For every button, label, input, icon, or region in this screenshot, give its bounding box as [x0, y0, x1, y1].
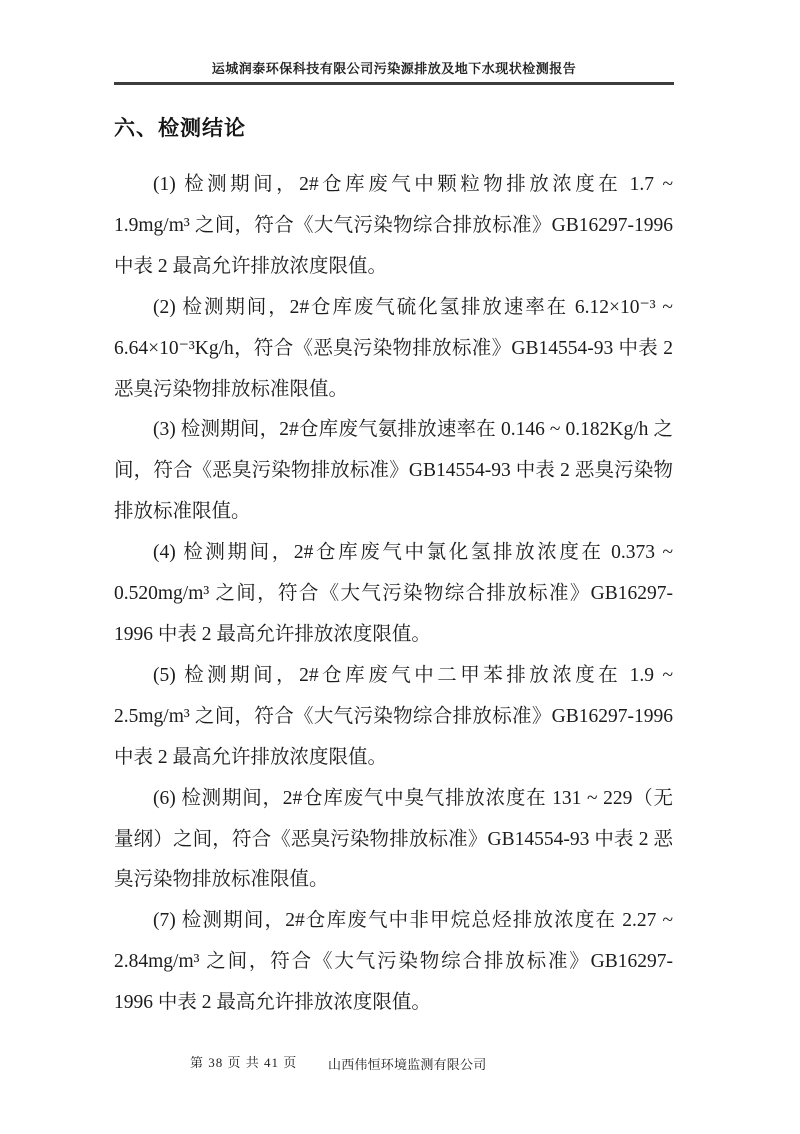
footer-company-name: 山西伟恒环境监测有限公司: [328, 1057, 487, 1072]
conclusion-paragraph-1: (1) 检测期间，2#仓库废气中颗粒物排放浓度在 1.7 ~ 1.9mg/m³ 之间，符合《大气污染物综合排放标准》GB16297-1996 中表 2 最高允许排放浓度限值。: [114, 174, 673, 277]
report-header-title: 运城润泰环保科技有限公司污染源排放及地下水现状检测报告: [211, 61, 577, 76]
conclusion-paragraph-6: (6) 检测期间，2#仓库废气中臭气排放浓度在 131 ~ 229（无量纲）之间，符合《恶臭污染物排放标准》GB14554-93 中表 2 恶臭污染物排放标准限值。: [114, 787, 673, 891]
conclusion-paragraph-5: (5) 检测期间，2#仓库废气中二甲苯排放浓度在 1.9 ~ 2.5mg/m³ 之间，符合《大气污染物综合排放标准》GB16297-1996 中表 2 最高允许排放浓度限值。: [114, 664, 673, 768]
page-header: [114, 58, 674, 85]
conclusion-paragraph-7: (7) 检测期间，2#仓库废气中非甲烷总烃排放浓度在 2.27 ~ 2.84mg/m³ 之间，符合《大气污染物综合排放标准》GB16297-1996 中表 2 最高允许排放浓度限值。: [114, 910, 673, 1014]
conclusion-paragraph-4: (4) 检测期间，2#仓库废气中氯化氢排放浓度在 0.373 ~ 0.520mg/m³ 之间，符合《大气污染物综合排放标准》GB16297-1996 中表 2 最高允许排放浓度限值。: [114, 542, 673, 645]
content-area: [114, 114, 673, 1024]
page-number-indicator: 第 38 页 共 41 页: [190, 1055, 298, 1070]
conclusion-paragraph-2: (2) 检测期间，2#仓库废气硫化氢排放速率在 6.12×10⁻³ ~ 6.64×10⁻³Kg/h，符合《恶臭污染物排放标准》GB14554-93 中表 2 恶臭污染物排放标准限值。: [114, 296, 673, 400]
conclusion-paragraph-3: (3) 检测期间，2#仓库废气氨排放速率在 0.146 ~ 0.182Kg/h 之间，符合《恶臭污染物排放标准》GB14554-93 中表 2 恶臭污染物排放标准限值。: [114, 419, 673, 523]
section-heading: 六、检测结论: [114, 116, 246, 140]
